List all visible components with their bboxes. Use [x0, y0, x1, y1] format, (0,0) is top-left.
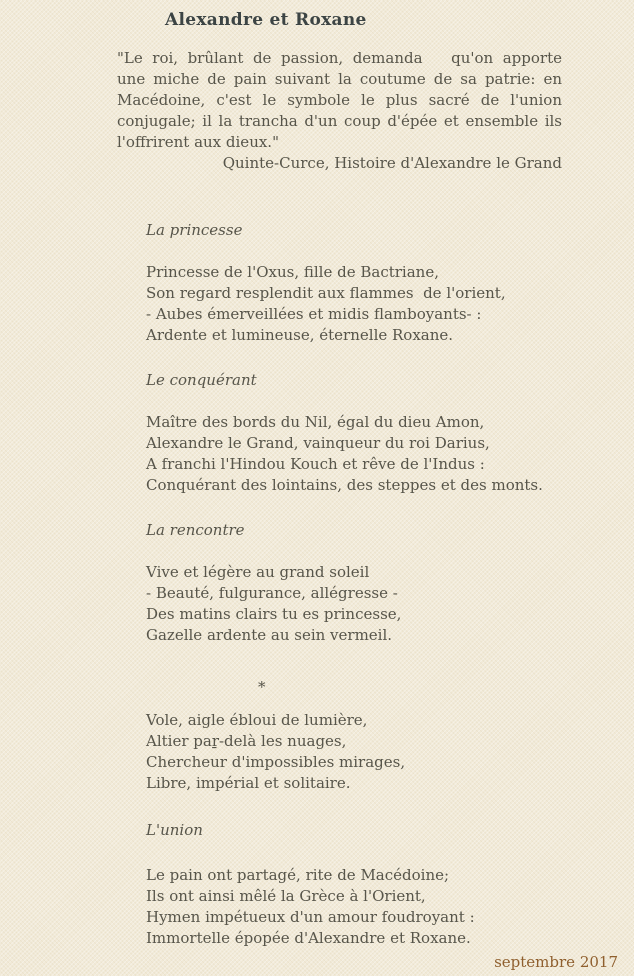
poem-line: Maître des bords du Nil, égal du dieu Amon, [146, 413, 485, 431]
poem-line: Vole, aigle ébloui de lumière, [146, 711, 368, 729]
epigraph-line: l'offrirent aux dieux." [117, 133, 279, 151]
poem-line: Altier paṟ-delà les nuages, [146, 732, 347, 750]
poem-line: Chercheur d'impossibles mirages, [146, 753, 406, 771]
stanza-le-conquerant [146, 412, 634, 496]
poem-body [146, 220, 634, 949]
poem-line: Hymen impétueux d'un amour foudroyant : [146, 908, 475, 926]
poem-line: Libre, impérial et solitaire. [146, 774, 351, 792]
epigraph-line: Macédoine, c'est le symbole le plus sacré de l'union [117, 91, 562, 109]
poem-line: Conquérant des lointains, des steppes et des monts. [146, 476, 543, 494]
poem-line: Ardente et lumineuse, éternelle Roxane. [146, 326, 454, 344]
poem-line: - Beauté, fulgurance, allégresse - [146, 584, 398, 602]
stanza-heading-le-conquerant: Le conquérant [146, 371, 257, 389]
poem-line: A franchi l'Hindou Kouch et rêve de l'Indus : [146, 455, 485, 473]
stanza-la-rencontre [146, 562, 634, 646]
epigraph-quote [117, 48, 562, 153]
poem-line: Princesse de l'Oxus, fille de Bactriane, [146, 263, 439, 281]
epigraph-line: conjugale; il la trancha d'un coup d'épée et ensemble ils [117, 112, 562, 130]
date-footer: septembre 2017 [494, 953, 618, 971]
stanza-aigle [146, 710, 634, 794]
stanza-l-union [146, 865, 634, 949]
epigraph-attribution: Quinte-Curce, Histoire d'Alexandre le Grand [222, 154, 562, 172]
epigraph-line: une miche de pain suivant la coutume de sa patrie: en [117, 70, 562, 88]
asterisk-separator: * [258, 678, 266, 696]
poem-line: Alexandre le Grand, vainqueur du roi Darius, [146, 434, 490, 452]
poem-line: Gazelle ardente au sein vermeil. [146, 626, 393, 644]
poem-line: Immortelle épopée d'Alexandre et Roxane. [146, 929, 471, 947]
stanza-heading-la-rencontre: La rencontre [146, 521, 245, 539]
stanza-heading-la-princesse: La princesse [146, 221, 243, 239]
poem-line: Ils ont ainsi mêlé la Grèce à l'Orient, [146, 887, 426, 905]
poem-line: Son regard resplendit aux flammes de l'orient, [146, 284, 506, 302]
epigraph-line: "Le roi, brûlant de passion, demanda qu'on apporte [117, 49, 562, 67]
poem-line: - Aubes émerveillées et midis flamboyants- : [146, 305, 482, 323]
stanza-heading-l-union: L'union [146, 821, 203, 839]
poem-line: Des matins clairs tu es princesse, [146, 605, 402, 623]
page-title: Alexandre et Roxane [165, 10, 367, 30]
poem-line: Le pain ont partagé, rite de Macédoine; [146, 866, 450, 884]
stanza-la-princesse [146, 262, 634, 346]
poem-line: Vive et légère au grand soleil [146, 563, 370, 581]
